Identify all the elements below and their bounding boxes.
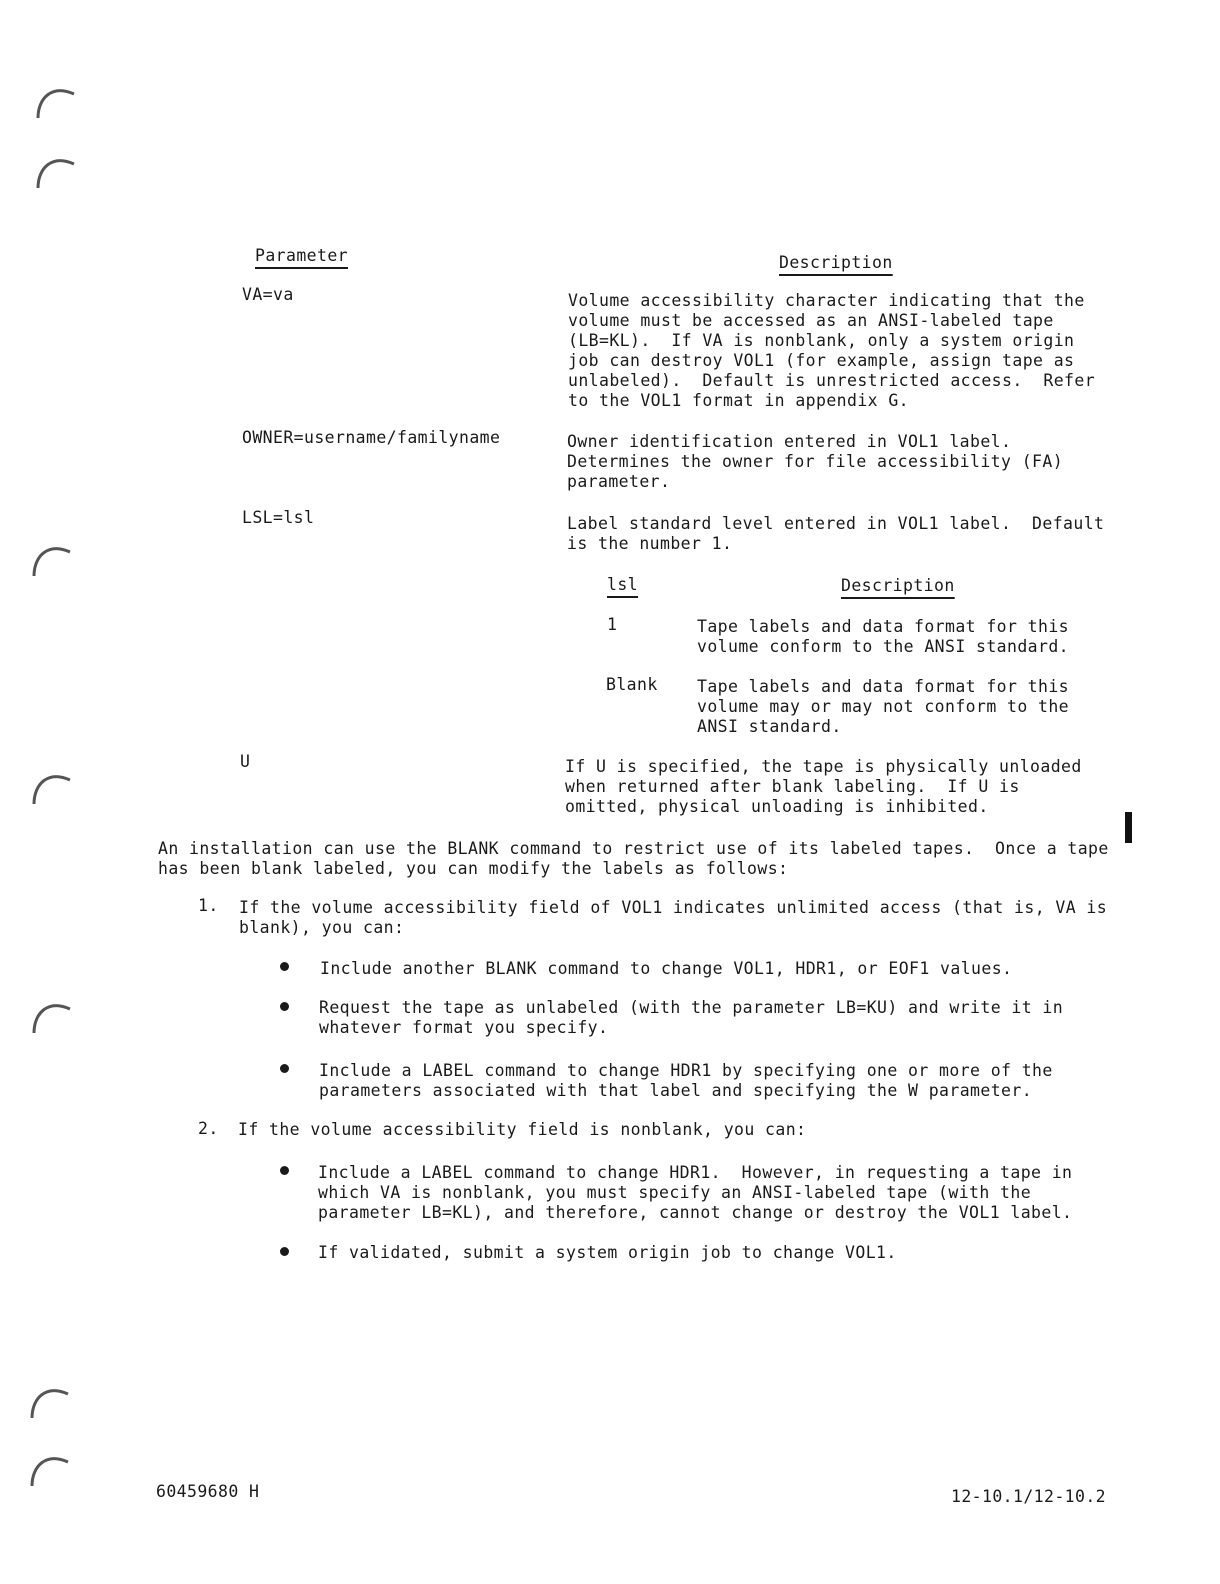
punch-hole-mark — [28, 1380, 72, 1424]
bullet-text: If validated, submit a system origin job to change VOL1. — [318, 1243, 897, 1262]
lsl-description-header: Description — [841, 576, 955, 595]
list-number: 2. — [198, 1119, 219, 1138]
bullet-icon — [280, 1064, 289, 1073]
bullet-text: Include another BLANK command to change VOL1, HDR1, or EOF1 values. — [320, 959, 1013, 978]
bullet-text: Include a LABEL command to change HDR1 by specifying one or more of the parameters associated with that label and specifying the W parameter. — [319, 1061, 1053, 1100]
bullet-icon — [280, 1247, 289, 1256]
punch-hole-mark — [30, 995, 74, 1039]
lsl-description: Tape labels and data format for this volume conform to the ANSI standard. — [697, 617, 1070, 656]
bullet-text: Include a LABEL command to change HDR1. However, in requesting a tape in which VA is nonblank, you must specify an ANSI-labeled tape (with the parameter LB=KL), and therefore, cannot change or destroy the VOL1 label. — [318, 1163, 1073, 1222]
bullet-icon — [280, 1002, 289, 1011]
parameter-column-header: Parameter — [255, 246, 349, 265]
bullet-icon — [280, 1166, 289, 1175]
param-name: VA=va — [242, 285, 294, 304]
page-number: 12-10.1/12-10.2 — [951, 1487, 1107, 1506]
bullet-text: Request the tape as unlabeled (with the parameter LB=KU) and write it in whatever format you specify. — [319, 998, 1064, 1037]
document-number: 60459680 H — [156, 1482, 260, 1501]
lsl-value: Blank — [606, 675, 658, 694]
param-name: LSL=lsl — [242, 508, 315, 527]
revision-change-bar — [1125, 812, 1132, 843]
punch-hole-mark — [28, 1448, 72, 1492]
intro-paragraph: An installation can use the BLANK command to restrict use of its labeled tapes. Once a tape has been blank labeled, you can modify the labels as follows: — [158, 839, 1109, 878]
list-item-text: If the volume accessibility field of VOL1 indicates unlimited access (that is, VA is blank), you can: — [239, 898, 1108, 937]
description-column-header: Description — [779, 253, 893, 272]
punch-hole-mark — [30, 538, 74, 582]
lsl-column-header: lsl — [607, 575, 639, 594]
punch-hole-mark — [34, 80, 78, 124]
param-description: Volume accessibility character indicating that the volume must be accessed as an ANSI-labeled tape (LB=KL). If VA is nonblank, only a system origin job can destroy VOL1 (for example, assign tape as unlabeled). Default is unrestricted access. Refer to the VOL1 format in appendix G. — [568, 291, 1096, 410]
param-description: Label standard level entered in VOL1 label. Default is the number 1. — [567, 514, 1105, 553]
list-item-text: If the volume accessibility field is nonblank, you can: — [238, 1120, 807, 1139]
punch-hole-mark — [34, 150, 78, 194]
list-number: 1. — [198, 896, 219, 915]
param-name: U — [240, 752, 251, 771]
lsl-description: Tape labels and data format for this volume may or may not conform to the ANSI standard. — [697, 677, 1070, 736]
param-name: OWNER=username/familyname — [242, 428, 501, 447]
punch-hole-mark — [30, 766, 74, 810]
param-description: If U is specified, the tape is physically unloaded when returned after blank labeling. If U is omitted, physical unloading is inhibited. — [565, 757, 1082, 816]
param-description: Owner identification entered in VOL1 label. Determines the owner for file accessibility (FA) parameter. — [567, 432, 1064, 491]
bullet-icon — [280, 962, 289, 971]
lsl-value: 1 — [607, 615, 618, 634]
